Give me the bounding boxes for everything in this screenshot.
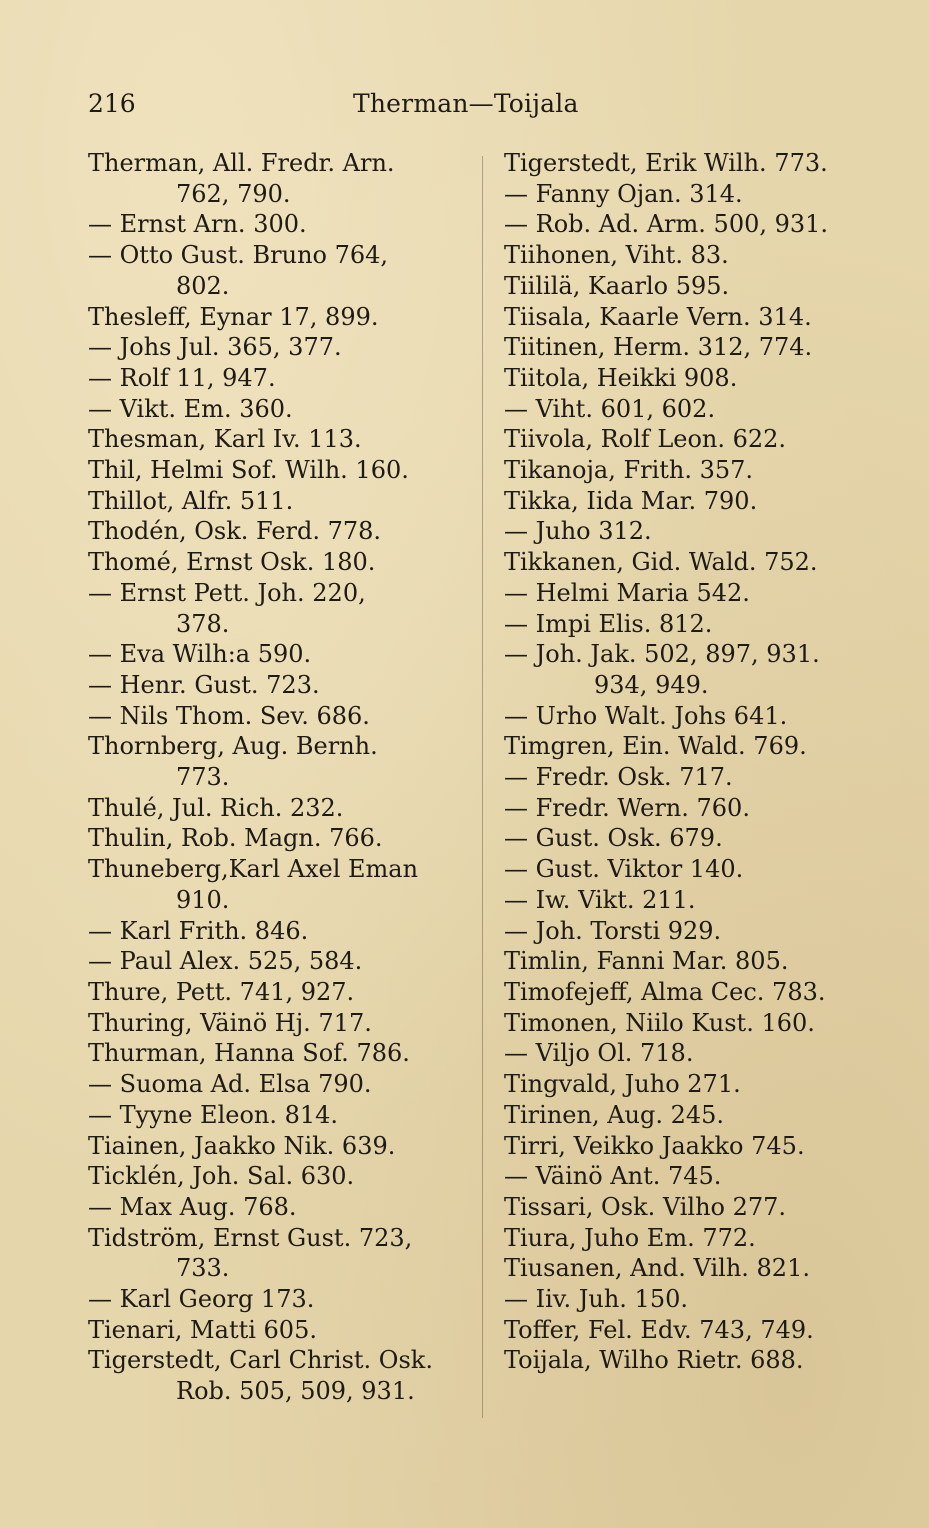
index-entry	[88, 1069, 468, 1100]
index-entry	[88, 1100, 468, 1131]
index-entry	[504, 793, 894, 824]
index-entry-continuation: 378.	[176, 609, 230, 638]
index-entry-text: — Nils Thom. Sev. 686.	[88, 701, 370, 730]
index-entry	[504, 639, 894, 700]
index-entry	[88, 394, 468, 425]
index-entry	[88, 946, 468, 977]
index-entry-text: — Tyyne Eleon. 814.	[88, 1100, 339, 1129]
index-entry-continuation: Rob. 505, 509, 931.	[176, 1377, 415, 1406]
index-entry-text: Timofejeff, Alma Cec. 783.	[504, 977, 826, 1006]
index-entry-text: — Suoma Ad. Elsa 790.	[88, 1070, 372, 1099]
index-entry-text: — Karl Georg 173.	[88, 1285, 315, 1314]
index-entry	[88, 639, 468, 670]
index-entry	[88, 977, 468, 1008]
index-entry-text: Tiusanen, And. Vilh. 821.	[504, 1254, 810, 1283]
index-entry-text: — Väinö Ant. 745.	[504, 1162, 722, 1191]
index-entry-text: — Viljo Ol. 718.	[504, 1039, 694, 1068]
index-entry-text: — Joh. Torsti 929.	[504, 916, 722, 945]
index-entry-text: Tigerstedt, Carl Christ. Osk.	[88, 1346, 433, 1375]
index-entry-text: — Fredr. Osk. 717.	[504, 763, 733, 792]
index-entry-text: Ticklén, Joh. Sal. 630.	[88, 1162, 355, 1191]
left-column	[88, 148, 468, 1407]
index-entry	[504, 363, 894, 394]
right-column	[504, 148, 894, 1376]
index-entry-text: — Rob. Ad. Arm. 500, 931.	[504, 210, 829, 239]
index-entry-text: Timlin, Fanni Mar. 805.	[504, 947, 789, 976]
index-entry	[88, 332, 468, 363]
index-entry	[504, 1284, 894, 1315]
index-entry	[504, 148, 894, 179]
index-entry-continuation: 934, 949.	[594, 670, 709, 699]
index-entry-continuation: 733.	[176, 1254, 230, 1283]
index-entry	[504, 332, 894, 363]
index-entry	[504, 1100, 894, 1131]
index-entry	[504, 701, 894, 732]
index-entry-text: Toijala, Wilho Rietr. 688.	[504, 1346, 804, 1375]
index-entry	[88, 516, 468, 547]
index-entry-text: Thurman, Hanna Sof. 786.	[88, 1039, 410, 1068]
index-entry-text: Tirri, Veikko Jaakko 745.	[504, 1131, 805, 1160]
index-entry	[88, 455, 468, 486]
index-entry-text: Tiainen, Jaakko Nik. 639.	[88, 1131, 396, 1160]
index-entry	[504, 885, 894, 916]
index-entry	[504, 823, 894, 854]
index-entry	[88, 670, 468, 701]
index-entry-text: Tiura, Juho Em. 772.	[504, 1223, 756, 1252]
index-entry	[88, 1315, 468, 1346]
index-entry-text: Tikkanen, Gid. Wald. 752.	[504, 548, 818, 577]
index-entry-text: Tiitinen, Herm. 312, 774.	[504, 333, 813, 362]
index-entry	[504, 762, 894, 793]
index-entry-continuation: 762, 790.	[176, 179, 291, 208]
index-entry-text: Thure, Pett. 741, 927.	[88, 977, 355, 1006]
index-entry-text: Thillot, Alfr. 511.	[88, 486, 294, 515]
index-entry-text: — Joh. Jak. 502, 897, 931.	[504, 640, 820, 669]
index-entry	[504, 1161, 894, 1192]
index-entry	[504, 1345, 894, 1376]
index-entry	[504, 854, 894, 885]
index-entry-text: Tikanoja, Frith. 357.	[504, 456, 754, 485]
index-entry-text: — Max Aug. 768.	[88, 1192, 297, 1221]
index-entry	[88, 148, 468, 209]
index-entry	[88, 823, 468, 854]
index-entry-text: — Iiv. Juh. 150.	[504, 1285, 688, 1314]
index-entry	[88, 240, 468, 301]
index-entry	[504, 271, 894, 302]
index-entry-text: — Gust. Osk. 679.	[504, 824, 723, 853]
index-entry-text: Tidström, Ernst Gust. 723,	[88, 1223, 413, 1252]
index-entry	[88, 1008, 468, 1039]
index-entry	[88, 916, 468, 947]
index-entry	[504, 1315, 894, 1346]
index-entry	[88, 578, 468, 639]
index-entry	[88, 731, 468, 792]
index-entry-text: Tiisala, Kaarle Vern. 314.	[504, 302, 812, 331]
index-entry-text: Thil, Helmi Sof. Wilh. 160.	[88, 456, 409, 485]
index-entry	[504, 394, 894, 425]
index-entry	[504, 240, 894, 271]
index-entry-text: Thulin, Rob. Magn. 766.	[88, 824, 383, 853]
index-entry-text: Tiililä, Kaarlo 595.	[504, 271, 730, 300]
index-entry	[504, 1131, 894, 1162]
index-entry-text: — Johs Jul. 365, 377.	[88, 333, 342, 362]
index-entry-text: — Gust. Viktor 140.	[504, 855, 744, 884]
index-entry	[504, 1253, 894, 1284]
index-entry	[88, 424, 468, 455]
index-entry	[88, 854, 468, 915]
index-entry	[88, 1192, 468, 1223]
index-entry-text: Tiihonen, Viht. 83.	[504, 241, 729, 270]
index-entry-text: Tingvald, Juho 271.	[504, 1070, 741, 1099]
index-entry-text: — Urho Walt. Johs 641.	[504, 701, 788, 730]
index-entry	[504, 486, 894, 517]
index-entry-continuation: 802.	[176, 271, 230, 300]
index-entry-text: — Henr. Gust. 723.	[88, 670, 320, 699]
index-entry-continuation: 773.	[176, 763, 230, 792]
index-entry-text: Tikka, Iida Mar. 790.	[504, 486, 758, 515]
index-entry	[504, 609, 894, 640]
column-divider	[482, 156, 483, 1418]
index-entry-text: Timgren, Ein. Wald. 769.	[504, 732, 807, 761]
index-entry-text: Tiivola, Rolf Leon. 622.	[504, 425, 787, 454]
index-entry-text: — Juho 312.	[504, 517, 652, 546]
index-entry-text: Thodén, Osk. Ferd. 778.	[88, 517, 382, 546]
index-entry-text: Thomé, Ernst Osk. 180.	[88, 548, 376, 577]
page-header	[88, 84, 608, 124]
index-entry	[88, 547, 468, 578]
index-entry	[504, 731, 894, 762]
index-entry-text: — Helmi Maria 542.	[504, 578, 750, 607]
index-entry-text: — Viht. 601, 602.	[504, 394, 716, 423]
index-entry	[88, 209, 468, 240]
index-entry-text: Thuneberg,Karl Axel Eman	[88, 855, 419, 884]
index-entry	[504, 547, 894, 578]
index-entry-text: — Fredr. Wern. 760.	[504, 793, 750, 822]
index-entry-text: — Otto Gust. Bruno 764,	[88, 241, 389, 270]
index-entry-text: — Paul Alex. 525, 584.	[88, 947, 363, 976]
index-entry-text: Thulé, Jul. Rich. 232.	[88, 793, 344, 822]
index-entry	[504, 977, 894, 1008]
index-entry-text: Tienari, Matti 605.	[88, 1315, 317, 1344]
index-entry	[88, 1161, 468, 1192]
index-entry-text: — Eva Wilh:a 590.	[88, 640, 312, 669]
index-entry-text: — Impi Elis. 812.	[504, 609, 713, 638]
index-entry	[88, 1038, 468, 1069]
index-entry-text: — Vikt. Em. 360.	[88, 394, 293, 423]
index-entry-text: Toffer, Fel. Edv. 743, 749.	[504, 1315, 814, 1344]
index-entry	[504, 916, 894, 947]
page-number: 216	[88, 89, 136, 118]
index-entry	[88, 1223, 468, 1284]
index-entry-text: — Iw. Vikt. 211.	[504, 885, 696, 914]
index-entry-text: Thesman, Karl Iv. 113.	[88, 425, 362, 454]
index-entry	[504, 455, 894, 486]
index-entry-text: — Ernst Arn. 300.	[88, 210, 307, 239]
index-entry	[504, 1223, 894, 1254]
index-entry-text: Thornberg, Aug. Bernh.	[88, 732, 378, 761]
running-head: Therman—Toijala	[353, 89, 579, 118]
index-entry	[504, 1038, 894, 1069]
index-entry-continuation: 910.	[176, 885, 230, 914]
index-entry-text: Tirinen, Aug. 245.	[504, 1100, 725, 1129]
index-entry-text: Thuring, Väinö Hj. 717.	[88, 1008, 372, 1037]
index-entry	[504, 1008, 894, 1039]
index-entry-text: Tiitola, Heikki 908.	[504, 363, 738, 392]
index-entry	[88, 701, 468, 732]
index-entry	[88, 1345, 468, 1406]
index-entry	[88, 793, 468, 824]
index-entry	[88, 486, 468, 517]
index-entry	[88, 363, 468, 394]
index-entry	[504, 1069, 894, 1100]
index-entry-text: — Ernst Pett. Joh. 220,	[88, 578, 366, 607]
index-entry	[88, 1284, 468, 1315]
index-entry-text: Therman, All. Fredr. Arn.	[88, 149, 395, 177]
index-entry	[504, 578, 894, 609]
index-entry-text: Tigerstedt, Erik Wilh. 773.	[504, 149, 828, 177]
index-entry	[504, 1192, 894, 1223]
index-entry-text: Timonen, Niilo Kust. 160.	[504, 1008, 815, 1037]
index-entry-text: — Fanny Ojan. 314.	[504, 179, 743, 208]
index-entry	[88, 1131, 468, 1162]
index-entry	[504, 179, 894, 210]
index-entry	[504, 424, 894, 455]
index-entry	[504, 516, 894, 547]
index-entry	[504, 302, 894, 333]
index-entry	[504, 946, 894, 977]
index-entry	[88, 302, 468, 333]
index-entry-text: Thesleff, Eynar 17, 899.	[88, 302, 379, 331]
index-entry-text: Tissari, Osk. Vilho 277.	[504, 1192, 787, 1221]
index-entry	[504, 209, 894, 240]
index-entry-text: — Rolf 11, 947.	[88, 363, 276, 392]
index-entry-text: — Karl Frith. 846.	[88, 916, 309, 945]
